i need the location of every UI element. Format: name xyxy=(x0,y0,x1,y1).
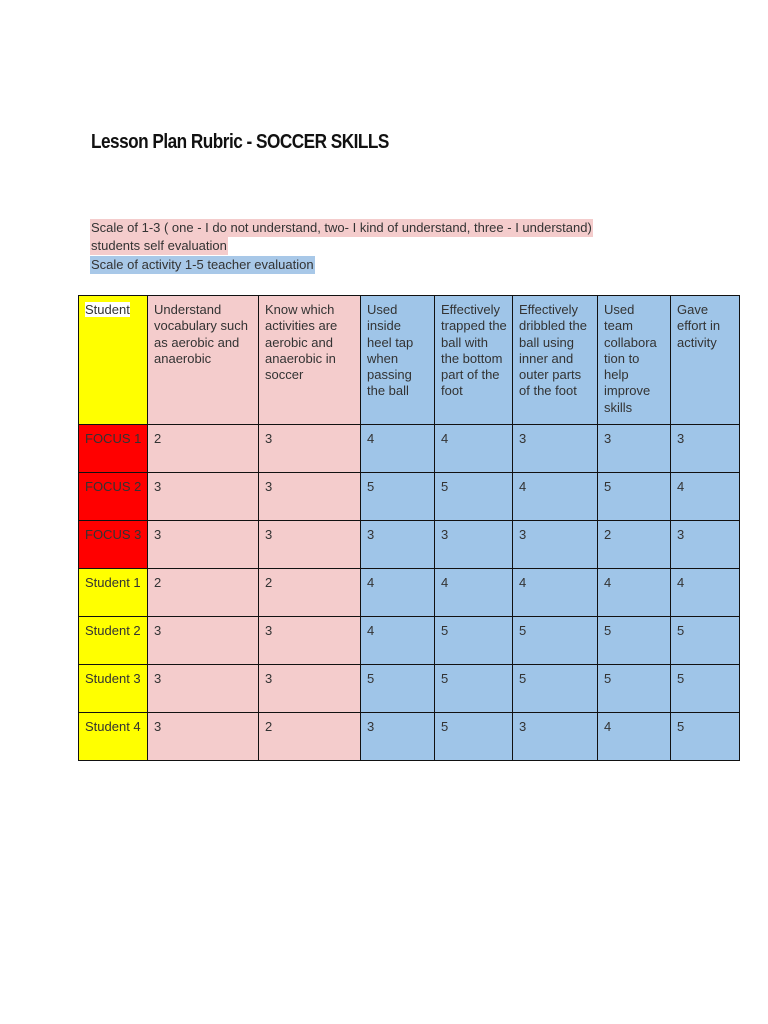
score-cell: 3 xyxy=(513,713,598,761)
row-name: Student 2 xyxy=(79,617,148,665)
header-criterion: Effectively trapped the ball with the bottom part of the foot xyxy=(435,296,513,425)
score-cell: 4 xyxy=(435,569,513,617)
score-cell: 5 xyxy=(671,665,740,713)
score-cell: 3 xyxy=(513,425,598,473)
score-cell: 3 xyxy=(259,425,361,473)
row-name: FOCUS 3 xyxy=(79,521,148,569)
score-cell: 4 xyxy=(671,473,740,521)
score-cell: 4 xyxy=(513,569,598,617)
score-cell: 5 xyxy=(435,473,513,521)
score-cell: 4 xyxy=(598,713,671,761)
score-cell: 3 xyxy=(148,617,259,665)
score-cell: 3 xyxy=(513,521,598,569)
table-row xyxy=(79,521,740,569)
row-name: Student 1 xyxy=(79,569,148,617)
score-cell: 5 xyxy=(598,617,671,665)
score-cell: 5 xyxy=(513,617,598,665)
score-cell: 2 xyxy=(598,521,671,569)
header-criterion: Used team collabora tion to help improve skills xyxy=(598,296,671,425)
header-criterion: Know which activities are aerobic and anaerobic in soccer xyxy=(259,296,361,425)
score-cell: 2 xyxy=(259,569,361,617)
row-name: FOCUS 1 xyxy=(79,425,148,473)
self-evaluation-note: students self evaluation xyxy=(91,238,227,253)
score-cell: 5 xyxy=(435,617,513,665)
table-row xyxy=(79,617,740,665)
score-cell: 5 xyxy=(671,617,740,665)
score-cell: 3 xyxy=(259,473,361,521)
score-cell: 4 xyxy=(361,569,435,617)
score-cell: 2 xyxy=(259,713,361,761)
score-cell: 5 xyxy=(671,713,740,761)
score-cell: 5 xyxy=(598,473,671,521)
header-student: Student xyxy=(79,296,148,425)
score-cell: 3 xyxy=(148,665,259,713)
score-cell: 4 xyxy=(361,617,435,665)
score-cell: 3 xyxy=(361,713,435,761)
score-cell: 4 xyxy=(671,569,740,617)
score-cell: 3 xyxy=(148,713,259,761)
table-row xyxy=(79,473,740,521)
document-title: Lesson Plan Rubric - SOCCER SKILLS xyxy=(91,131,389,153)
score-cell: 5 xyxy=(598,665,671,713)
score-cell: 5 xyxy=(435,713,513,761)
score-cell: 3 xyxy=(671,521,740,569)
rubric-table xyxy=(78,295,740,761)
score-cell: 5 xyxy=(361,665,435,713)
score-cell: 3 xyxy=(148,473,259,521)
row-name: Student 3 xyxy=(79,665,148,713)
score-cell: 3 xyxy=(259,665,361,713)
table-row xyxy=(79,569,740,617)
score-cell: 2 xyxy=(148,569,259,617)
table-row xyxy=(79,425,740,473)
table-row xyxy=(79,665,740,713)
score-cell: 3 xyxy=(259,521,361,569)
row-name: Student 4 xyxy=(79,713,148,761)
score-cell: 3 xyxy=(598,425,671,473)
scale-note-self: Scale of 1-3 ( one - I do not understand, two- I kind of understand, three - I understand) xyxy=(91,220,592,235)
score-cell: 2 xyxy=(148,425,259,473)
score-cell: 4 xyxy=(435,425,513,473)
score-cell: 3 xyxy=(259,617,361,665)
score-cell: 5 xyxy=(435,665,513,713)
table-row xyxy=(79,713,740,761)
score-cell: 4 xyxy=(598,569,671,617)
score-cell: 5 xyxy=(513,665,598,713)
header-criterion: Effectively dribbled the ball using inner and outer parts of the foot xyxy=(513,296,598,425)
row-name: FOCUS 2 xyxy=(79,473,148,521)
score-cell: 3 xyxy=(671,425,740,473)
score-cell: 3 xyxy=(148,521,259,569)
header-criterion: Gave effort in activity xyxy=(671,296,740,425)
score-cell: 4 xyxy=(513,473,598,521)
score-cell: 3 xyxy=(361,521,435,569)
header-criterion: Understand vocabulary such as aerobic and anaerobic xyxy=(148,296,259,425)
table-header-row xyxy=(79,296,740,425)
scale-note-teacher: Scale of activity 1-5 teacher evaluation xyxy=(91,257,314,272)
score-cell: 3 xyxy=(435,521,513,569)
score-cell: 5 xyxy=(361,473,435,521)
header-criterion: Used inside heel tap when passing the ball xyxy=(361,296,435,425)
score-cell: 4 xyxy=(361,425,435,473)
